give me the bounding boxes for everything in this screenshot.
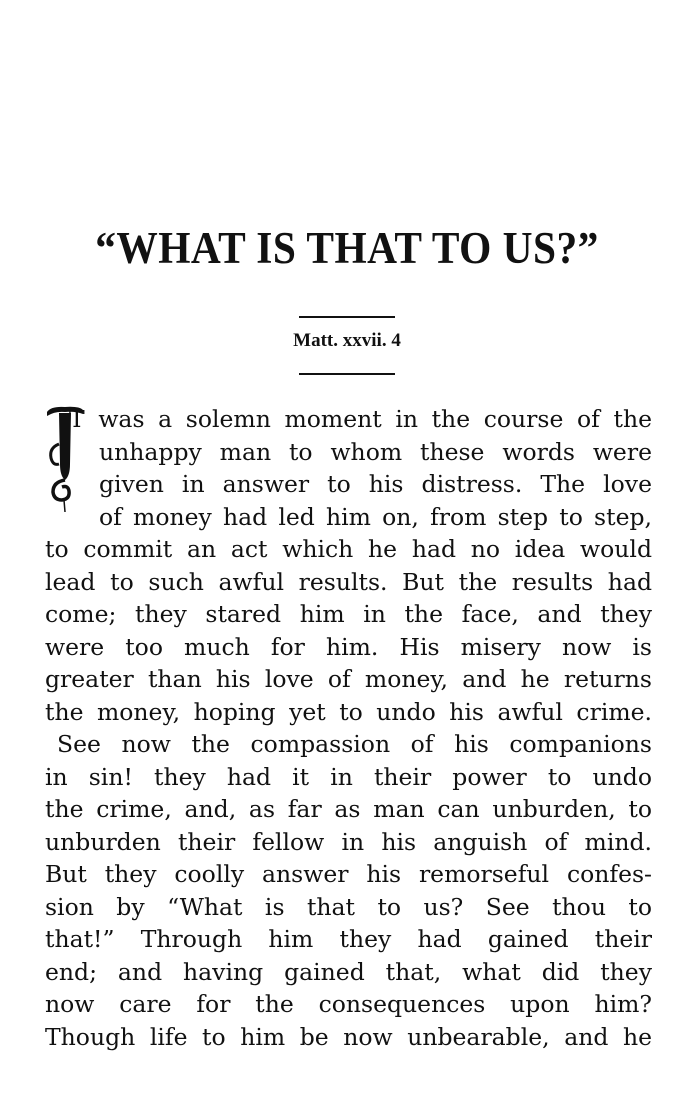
text-line: the crime, and, as far as man can unburden, to xyxy=(45,795,652,823)
text-line: unburden their fellow in his anguish of mind. xyxy=(45,827,652,856)
text-line: come; they stared him in the face, and they xyxy=(45,600,652,628)
body-text xyxy=(45,403,652,1053)
title-divider-bottom xyxy=(299,373,395,375)
text-line: unhappy man to whom these words were xyxy=(99,437,652,466)
text-line: T was a solemn moment in the course of the xyxy=(69,405,652,433)
text-line: lead to such awful results. But the results had xyxy=(45,567,652,596)
text-line: of money had led him on, from step to step, xyxy=(99,502,652,531)
text-line: greater than his love of money, and he returns xyxy=(45,665,652,693)
title-divider-top xyxy=(299,316,395,318)
text-line: Though life to him be now unbearable, and he xyxy=(45,1022,652,1051)
text-line: to commit an act which he had no idea would xyxy=(45,535,652,563)
paragraph-1 xyxy=(45,403,652,728)
text-line: See now the compassion of his companions xyxy=(57,730,652,758)
text-line: sion by “What is that to us? See thou to xyxy=(45,892,652,921)
scripture-reference: Matt. xxvii. 4 xyxy=(293,330,401,351)
text-line: the money, hoping yet to undo his awful crime. xyxy=(45,697,652,726)
text-line: given in answer to his distress. The love xyxy=(99,470,652,498)
text-line: end; and having gained that, what did they xyxy=(45,957,652,986)
text-line: in sin! they had it in their power to undo xyxy=(45,762,652,791)
text-line: But they coolly answer his remorseful confes- xyxy=(45,860,652,888)
paragraph-2 xyxy=(45,728,652,1053)
text-line: that!” Through him they had gained their xyxy=(45,925,652,953)
chapter-title: “WHAT IS THAT TO US?” xyxy=(95,223,599,273)
text-line: now care for the consequences upon him? xyxy=(45,990,652,1018)
text-line: were too much for him. His misery now is xyxy=(45,632,652,661)
